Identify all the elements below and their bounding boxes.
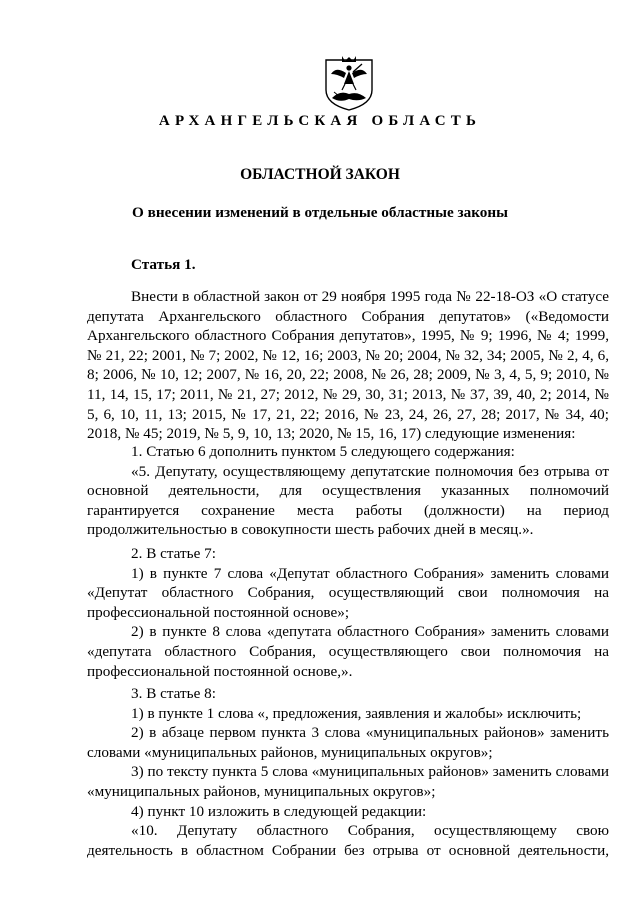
law-title: О внесении изменений в отдельные областные законы [132, 204, 508, 221]
item-3-block [87, 684, 609, 860]
item-3-subitem-4-text: «10. Депутату областного Собрания, осуществляющему свою деятельность в областном Собрании без отрыва от основной деятельности, [87, 822, 609, 859]
item-3-subitem-2: 2) в абзаце первом пункта 3 слова «муниципальных районов» заменить словами «муниципальных районов, муниципальных округов»; [87, 724, 609, 761]
item-1-text: «5. Депутату, осуществляющему депутатские полномочия без отрыва от основной деятельности, для осуществления указанных полномочий гарантируется сохранение места работы (должности) на период продолжительностью в совокупности шесть рабочих дней в месяц.». [87, 462, 609, 539]
item-2-block [87, 544, 609, 681]
item-1-heading: 1. Статью 6 дополнить пунктом 5 следующего содержания: [131, 443, 515, 460]
intro-paragraph: Внести в областной закон от 29 ноября 1995 года № 22-18-ОЗ «О статусе депутата Архангельского областного Собрания депутатов» («Ведомости Архангельского областного Собрания депутатов», 1995, № 9; 1996, № 4; 1999, № 21, 22; 2001, № 7; 2002, № 12, 16; 2003, № 20; 2004, № 32, 34; 2005, № 2, 4, 6, 8; 2006, № 10, 12; 2007, № 16, 20, 22; 2008, № 26, 28; 2009, № 3, 4, 5, 9; 2010, № 11, 14, 15, 17; 2011, № 21, 27; 2012, № 29, 30, 31; 2013, № 37, 39, 40, 2; 2014, № 5, 6, 10, 11, 13; 2015, № 17, 21, 22; 2016, № 23, 24, 26, 27, 28; 2017, № 34, 40; 2018, № 45; 2019, № 5, 9, 10, 13; 2020, № 15, 16, 17) следующие изменения: [87, 288, 609, 443]
item-3-subitem-3: 3) по тексту пункта 5 слова «муниципальных районов» заменить словами «муниципальных районов, муниципальных округов»; [87, 763, 609, 800]
item-1-block [87, 442, 609, 540]
item-2-subitem-2: 2) в пункте 8 слова «депутата областного Собрания» заменить словами «депутата областного Собрания, осуществляющего свои полномочия на профессиональной постоянной основе,». [87, 623, 609, 680]
item-3-heading: 3. В статье 8: [131, 685, 216, 702]
item-3-subitem-1: 1) в пункте 1 слова «, предложения, заявления и жалобы» исключить; [131, 704, 582, 722]
law-type: ОБЛАСТНОЙ ЗАКОН [240, 166, 400, 183]
region-name: АРХАНГЕЛЬСКАЯ ОБЛАСТЬ [158, 113, 482, 129]
item-2-subitem-1: 1) в пункте 7 слова «Депутат областного Собрания» заменить словами «Депутат областного Собрания, осуществляющий свои полномочия на профессиональной постоянной основе»; [87, 564, 609, 621]
item-3-subitem-4: 4) пункт 10 изложить в следующей редакции: [131, 802, 427, 820]
article-heading: Статья 1. [131, 256, 196, 273]
item-2-heading: 2. В статье 7: [131, 545, 216, 562]
coat-of-arms-emblem [322, 54, 376, 112]
intro-block [87, 287, 609, 444]
